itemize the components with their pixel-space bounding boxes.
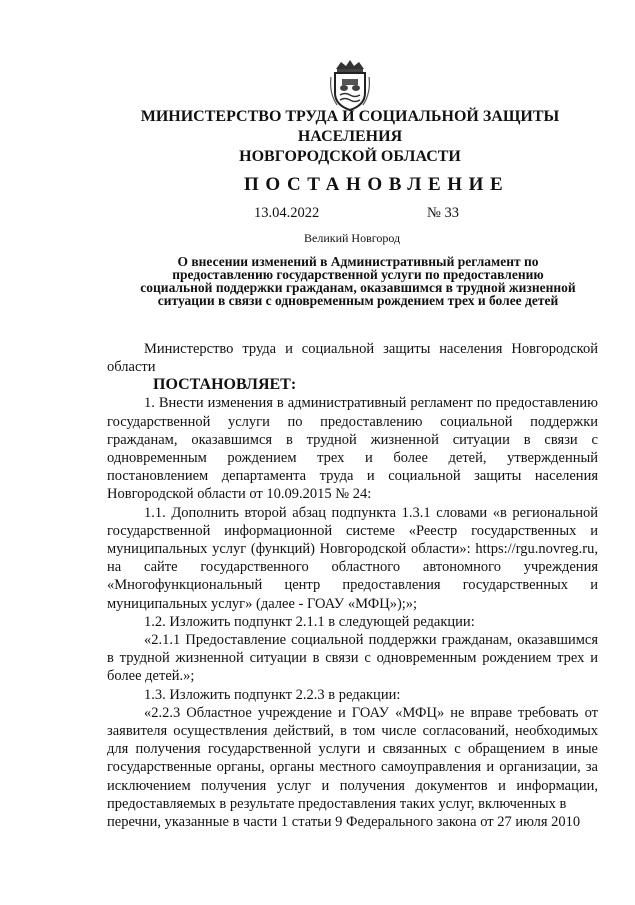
ministry-name [100,107,600,167]
paragraph-1-2: 1.2. Изложить подпункт 2.1.1 в следующей редакции: [144,613,475,630]
paragraph-1-3-last-line: перечни, указанные в части 1 статьи 9 Федерального закона от 27 июля 2010 [107,814,581,831]
novgorod-coat-of-arms-icon [327,57,373,113]
paragraph-1-1: 1.1. Дополнить второй абзац подпункта 1.3.1 словами «в региональной государственной информационной системе «Реестр государственных и муниципальных услуг (функций) Новгородской области»: https://rgu.novreg.ru, на сайте государственного областного автономного учреждения «Многофункциональный центр предоставления государственных и муниципальных услуг» (далее - ГОАУ «МФЦ»);»; [107,504,598,612]
paragraph-1-2-text: «2.1.1 Предоставление социальной поддержки гражданам, оказавшимся в трудной жизненной ситуации в связи с одновременным рождением трех и более детей.»; [107,632,598,685]
document-type: ПОСТАНОВЛЕНИЕ [244,174,510,195]
ministry-line-2: НОВГОРОДСКОЙ ОБЛАСТИ [239,148,461,165]
document-city: Великий Новгород [304,231,401,245]
paragraph-1: 1. Внести изменения в административный регламент по предоставлению государственной услуги по предоставлению социальной поддержки гражданам, оказавшимся в трудной жизненной ситуации в связи с одновременным рождением трех и более детей, утвержденный постановлением департамента труда и социальной защиты населения Новгородской области от 10.09.2015 № 24: [107,395,598,503]
decree-word: ПОСТАНОВЛЯЕТ: [153,376,297,394]
preamble: Министерство труда и социальной защиты населения Новгородской области [107,341,598,376]
document-body [107,340,598,831]
document-title: О внесении изменений в Административный регламент по предоставлению государственной услуги по предоставлению социальной поддержки гражданам, оказавшимся в трудной жизненной ситуации в связи с одновременным рождением трех и более детей [140,254,576,308]
document-date: 13.04.2022 [254,205,320,221]
paragraph-1-3-text: «2.2.3 Областное учреждение и ГОАУ «МФЦ» не вправе требовать от заявителя осуществления действий, в том числе согласований, необходимых для получения государственной услуги и связанных с обращением в иные государственные органы, органы местного самоуправления и организации, за исключением получения услуг и получения документов и информации, предоставляемых в результате предоставления таких услуг, включенных в [107,704,598,812]
document-number: № 33 [427,205,459,221]
paragraph-1-3: 1.3. Изложить подпункт 2.2.3 в редакции: [144,686,401,703]
ministry-line-1: МИНИСТЕРСТВО ТРУДА И СОЦИАЛЬНОЙ ЗАЩИТЫ НАСЕЛЕНИЯ [140,108,560,145]
